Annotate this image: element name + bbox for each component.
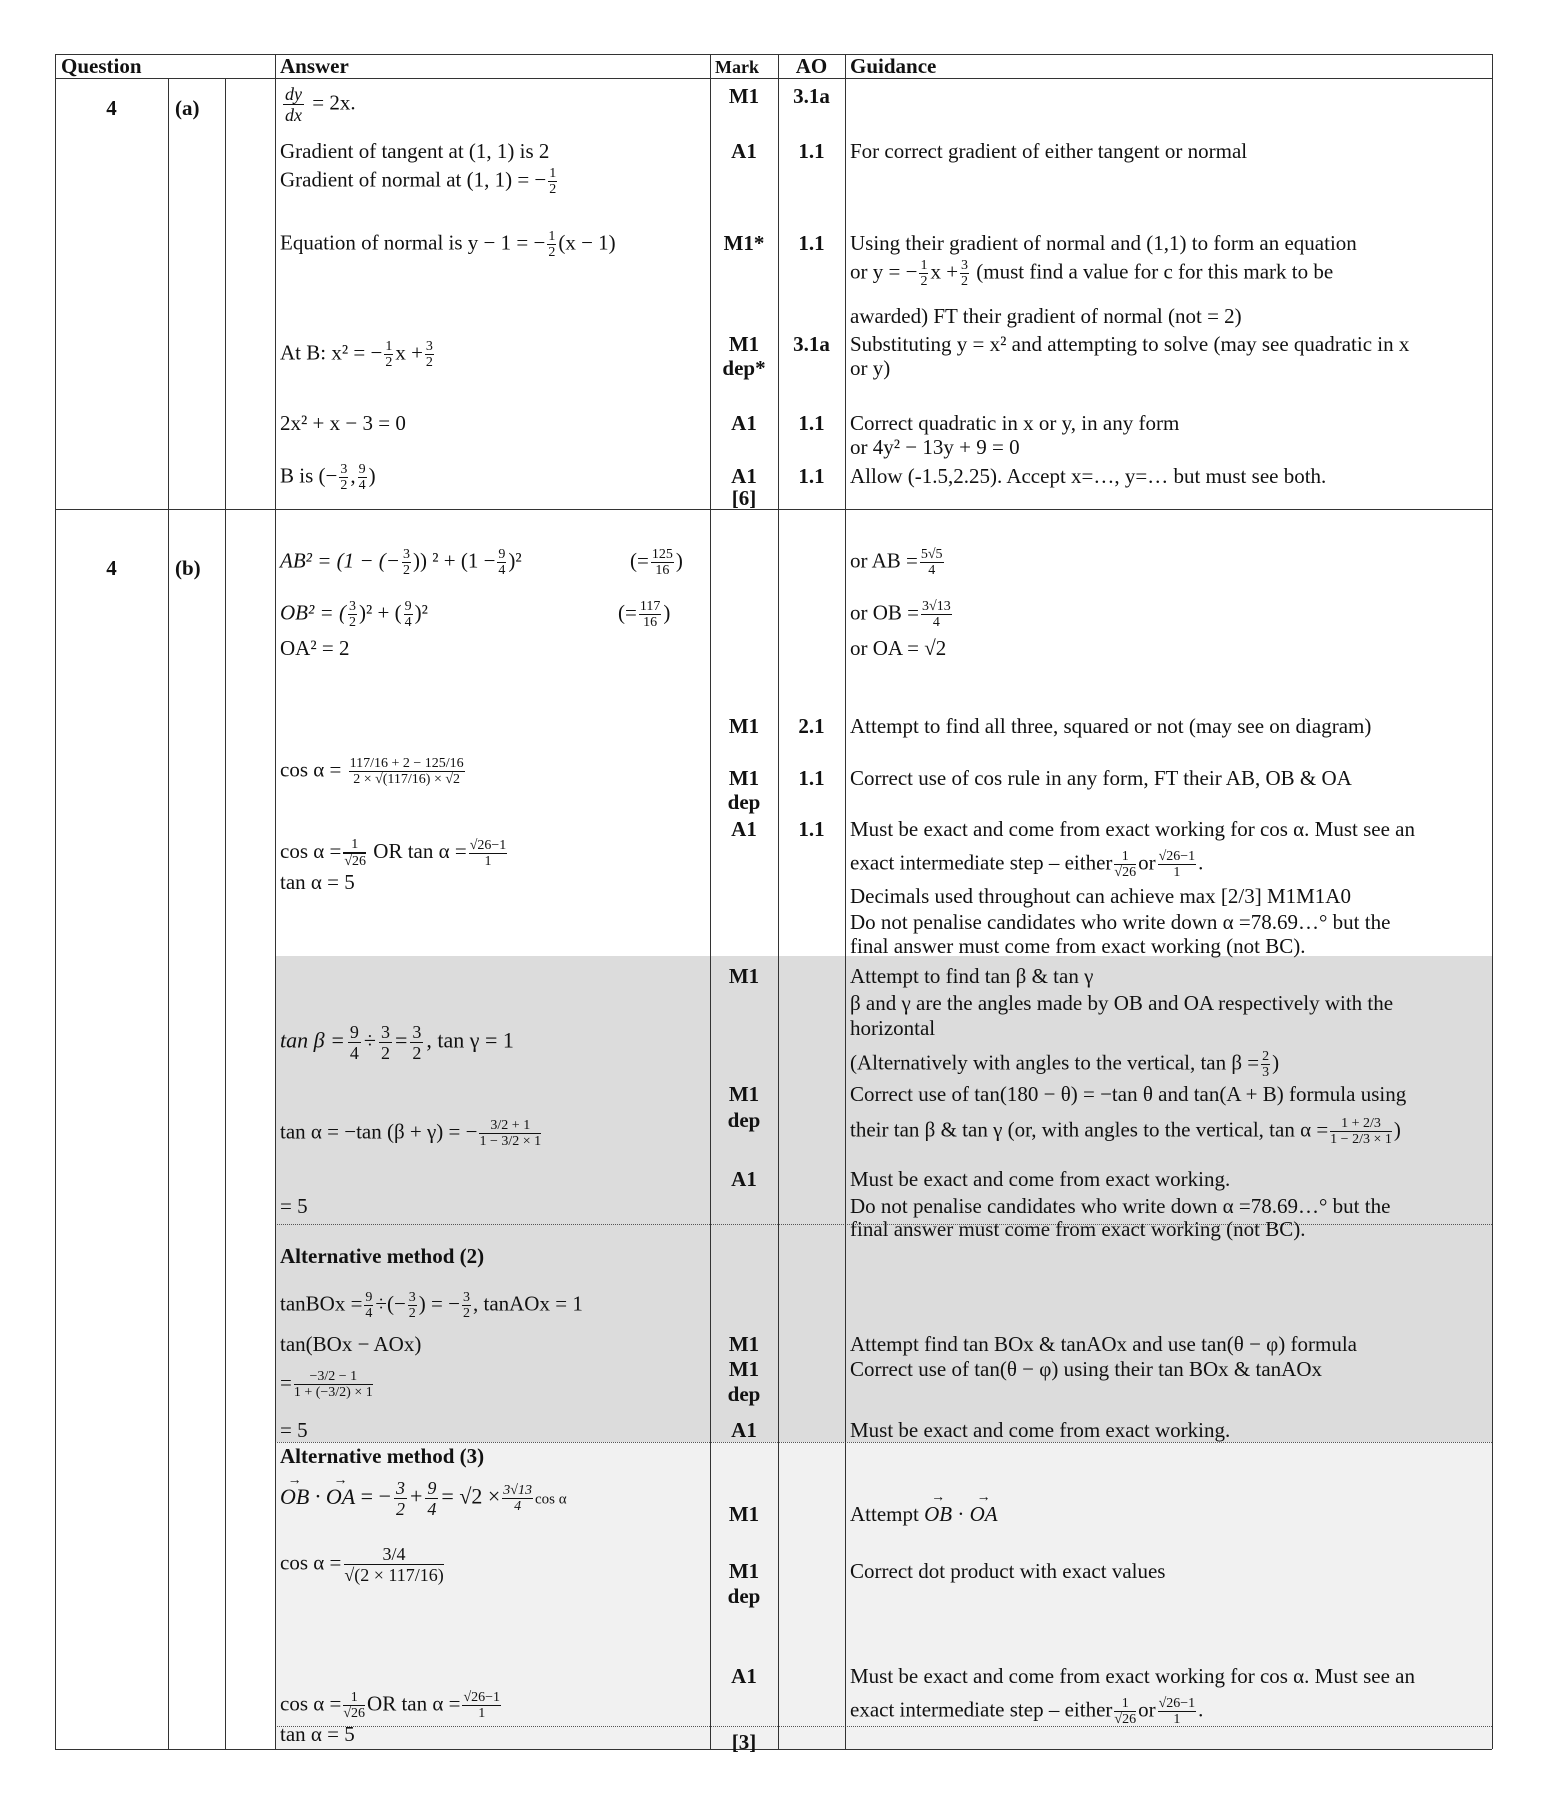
- answer-line: cos α = $\frac{1}{√26}$ OR tan α = $\frac{√26-1}{1}$: [280, 1690, 501, 1721]
- guidance-line: Attempt find tan BOx & tanAOx and use tan(θ − φ) formula: [850, 1332, 1358, 1356]
- header-guidance: Guidance: [850, 54, 937, 78]
- ao-code: 1.1: [798, 464, 825, 488]
- mark: dep: [727, 1584, 761, 1608]
- mark: M1: [728, 714, 760, 738]
- answer-line: OA² = 2: [280, 636, 350, 660]
- mark-total: [3]: [731, 1730, 757, 1754]
- col-line: [168, 78, 169, 1749]
- guidance-line: Substituting y = x² and attempting to solve (may see quadratic in x: [850, 332, 1410, 356]
- mark: A1: [731, 817, 757, 841]
- answer-line: 2x² + x − 3 = 0: [280, 411, 406, 435]
- guidance-line: β and γ are the angles made by OB and OA respectively with the: [850, 991, 1394, 1015]
- ao-code: 2.1: [798, 714, 825, 738]
- question-part: (b): [175, 556, 201, 580]
- answer-line: = $\frac{-3/2 - 1}{1 + (-3/2) \times 1}$: [280, 1369, 373, 1400]
- mark: dep: [727, 1108, 761, 1132]
- mark-total: [6]: [731, 486, 757, 510]
- col-line: [275, 54, 276, 1749]
- mark: M1: [728, 1357, 760, 1381]
- question-number: 4: [106, 96, 117, 120]
- answer-line: tan(BOx − AOx): [280, 1332, 422, 1356]
- guidance-line: or OB = $\frac{3√13}{4}$: [850, 599, 951, 630]
- col-line: [710, 54, 711, 1749]
- mark: A1: [731, 139, 757, 163]
- answer-line: = 5: [280, 1418, 308, 1442]
- guidance-line: Must be exact and come from exact working for cos α. Must see an: [850, 817, 1416, 841]
- guidance-line: final answer must come from exact working (not BC).: [850, 934, 1306, 958]
- guidance-line: awarded) FT their gradient of normal (not = 2): [850, 304, 1242, 328]
- mark: M1: [728, 332, 760, 356]
- answer-line: Gradient of normal at (1, 1) = − $\frac{1}{2}$: [280, 166, 557, 197]
- answer-line: Gradient of tangent at (1, 1) is 2: [280, 139, 550, 163]
- ao-code: 1.1: [798, 231, 825, 255]
- answer-value: (= $\frac{125}{16}$ ): [630, 547, 683, 578]
- ao-code: 1.1: [798, 139, 825, 163]
- ao-code: 1.1: [798, 817, 825, 841]
- guidance-line: exact intermediate step – either $\frac{1}{√26}$ or $\frac{√26-1}{1}$ .: [850, 849, 1204, 880]
- guidance-line: Correct dot product with exact values: [850, 1559, 1166, 1583]
- mark: M1: [728, 766, 760, 790]
- row-line: [55, 78, 1492, 79]
- header-ao: AO: [795, 54, 828, 78]
- answer-line: tanBOx = $\frac{9}{4}$ ÷(− $\frac{3}{2}$ ) = − $\frac{3}{2}$ , tanAOx = 1: [280, 1290, 583, 1321]
- guidance-line: Correct use of cos rule in any form, FT their AB, OB & OA: [850, 766, 1352, 790]
- guidance-line: Attempt to find all three, squared or not (may see on diagram): [850, 714, 1372, 738]
- answer-line: OB² = ( $\frac{3}{2}$ )² + ( $\frac{9}{4}$ )²: [280, 599, 428, 630]
- guidance-line: Correct use of tan(180 − θ) = −tan θ and tan(A + B) formula using: [850, 1082, 1407, 1106]
- alt-method-heading: Alternative method (2): [280, 1244, 485, 1268]
- answer-line: cos α = $\frac{3/4}{√(2 \times 117/16)}$: [280, 1544, 444, 1585]
- guidance-line: or 4y² − 13y + 9 = 0: [850, 435, 1020, 459]
- guidance-line: Do not penalise candidates who write down α =78.69…° but the: [850, 1194, 1391, 1218]
- guidance-line: or AB = $\frac{5√5}{4}$: [850, 547, 943, 578]
- header-question: Question: [61, 54, 142, 78]
- header-mark: Mark: [715, 57, 759, 77]
- guidance-line: or y): [850, 356, 891, 380]
- ao-code: 3.1a: [793, 332, 830, 356]
- answer-line: tan α = 5: [280, 870, 355, 894]
- mark: M1*: [723, 231, 765, 255]
- mark: A1: [731, 1167, 757, 1191]
- guidance-line: Decimals used throughout can achieve max [2/3] M1M1A0: [850, 884, 1351, 908]
- answer-line: cos α = $\frac{1}{√26}$ OR tan α = $\frac{√26-1}{1}$: [280, 837, 507, 869]
- answer-line: cos α = $\frac{117/16 + 2 - 125/16}{2 \times √(117/16) \times √2}$: [280, 756, 464, 787]
- mark: M1: [728, 1332, 760, 1356]
- ao-code: 3.1a: [793, 84, 830, 108]
- guidance-line: Correct quadratic in x or y, in any form: [850, 411, 1180, 435]
- ao-code: 1.1: [798, 411, 825, 435]
- question-number: 4: [106, 556, 117, 580]
- guidance-line: Do not penalise candidates who write down α =78.69…° but the: [850, 910, 1391, 934]
- header-answer: Answer: [280, 54, 349, 78]
- answer-line: = 5: [280, 1194, 308, 1218]
- guidance-line: Attempt → OB · → OA: [850, 1502, 998, 1526]
- guidance-line: final answer must come from exact working (not BC).: [850, 1217, 1306, 1241]
- mark: M1: [728, 964, 760, 988]
- mark: A1: [731, 464, 757, 488]
- alt-method-heading: Alternative method (3): [280, 1444, 485, 1468]
- guidance-line: their tan β & tan γ (or, with angles to the vertical, tan α = $\frac{1 + 2/3}{1 - 2/3 \times 1}$ ): [850, 1116, 1401, 1147]
- col-line: [225, 78, 226, 1749]
- col-line: [55, 54, 56, 1749]
- mark: dep: [727, 1382, 761, 1406]
- mark: M1: [728, 1502, 760, 1526]
- mark: A1: [731, 411, 757, 435]
- answer-line: Equation of normal is y − 1 = − $\frac{1}{2}$ (x − 1): [280, 229, 616, 260]
- answer-line: $\frac{dy}{dx}$ = 2x.: [285, 84, 356, 125]
- answer-line: tan α = 5: [280, 1722, 355, 1746]
- answer-line: → OB · → OA = − $\frac{3}{2}$ + $\frac{9}{4}$ = √2 × $\frac{3√13}{4}$ cos α: [280, 1478, 567, 1519]
- answer-value: (= $\frac{117}{16}$ ): [618, 599, 671, 630]
- col-line: [1492, 54, 1493, 1749]
- row-line: [55, 54, 1492, 55]
- guidance-line: (Alternatively with angles to the vertical, tan β = $\frac{2}{3}$ ): [850, 1049, 1280, 1080]
- guidance-line: horizontal: [850, 1016, 936, 1040]
- ao-code: 1.1: [798, 766, 825, 790]
- mark: A1: [731, 1664, 757, 1688]
- mark: A1: [731, 1418, 757, 1442]
- guidance-line: Attempt to find tan β & tan γ: [850, 964, 1094, 988]
- mark: M1: [728, 84, 760, 108]
- mark: dep: [727, 790, 761, 814]
- question-part: (a): [175, 96, 200, 120]
- mark: M1: [728, 1082, 760, 1106]
- guidance-line: For correct gradient of either tangent or normal: [850, 139, 1248, 163]
- answer-line: tan β = $\frac{9}{4}$ ÷ $\frac{3}{2}$ = $\frac{3}{2}$ , tan γ = 1: [280, 1022, 514, 1063]
- col-line: [778, 54, 779, 1749]
- mark-scheme-table: [55, 54, 1492, 1754]
- guidance-line: Using their gradient of normal and (1,1) to form an equation: [850, 231, 1357, 255]
- mark: dep*: [722, 356, 766, 380]
- guidance-line: or y = − $\frac{1}{2}$ x + $\frac{3}{2}$ (must find a value for c for this mark to be: [850, 258, 1334, 289]
- answer-line: AB² = (1 − (− $\frac{3}{2}$ )) ² + (1 − $\frac{9}{4}$ )²: [280, 547, 522, 578]
- guidance-line: or OA = √2: [850, 636, 947, 660]
- guidance-line: Must be exact and come from exact working for cos α. Must see an: [850, 1664, 1416, 1688]
- answer-line: At B: x² = − $\frac{1}{2}$ x + $\frac{3}{2}$: [280, 339, 433, 370]
- mark: M1: [728, 1559, 760, 1583]
- dotted-divider: [275, 1442, 1492, 1443]
- col-line: [845, 54, 846, 1749]
- answer-line: tan α = −tan (β + γ) = − $\frac{3/2 + 1}{1 - 3/2 \times 1}$: [280, 1118, 542, 1149]
- guidance-line: Must be exact and come from exact working.: [850, 1418, 1231, 1442]
- guidance-line: Allow (-1.5,2.25). Accept x=…, y=… but must see both.: [850, 464, 1327, 488]
- answer-line: B is (− $\frac{3}{2}$ , $\frac{9}{4}$ ): [280, 462, 376, 493]
- guidance-line: Must be exact and come from exact working.: [850, 1167, 1231, 1191]
- guidance-line: exact intermediate step – either $\frac{1}{√26}$ or $\frac{√26-1}{1}$ .: [850, 1696, 1204, 1727]
- guidance-line: Correct use of tan(θ − φ) using their tan BOx & tanAOx: [850, 1357, 1323, 1381]
